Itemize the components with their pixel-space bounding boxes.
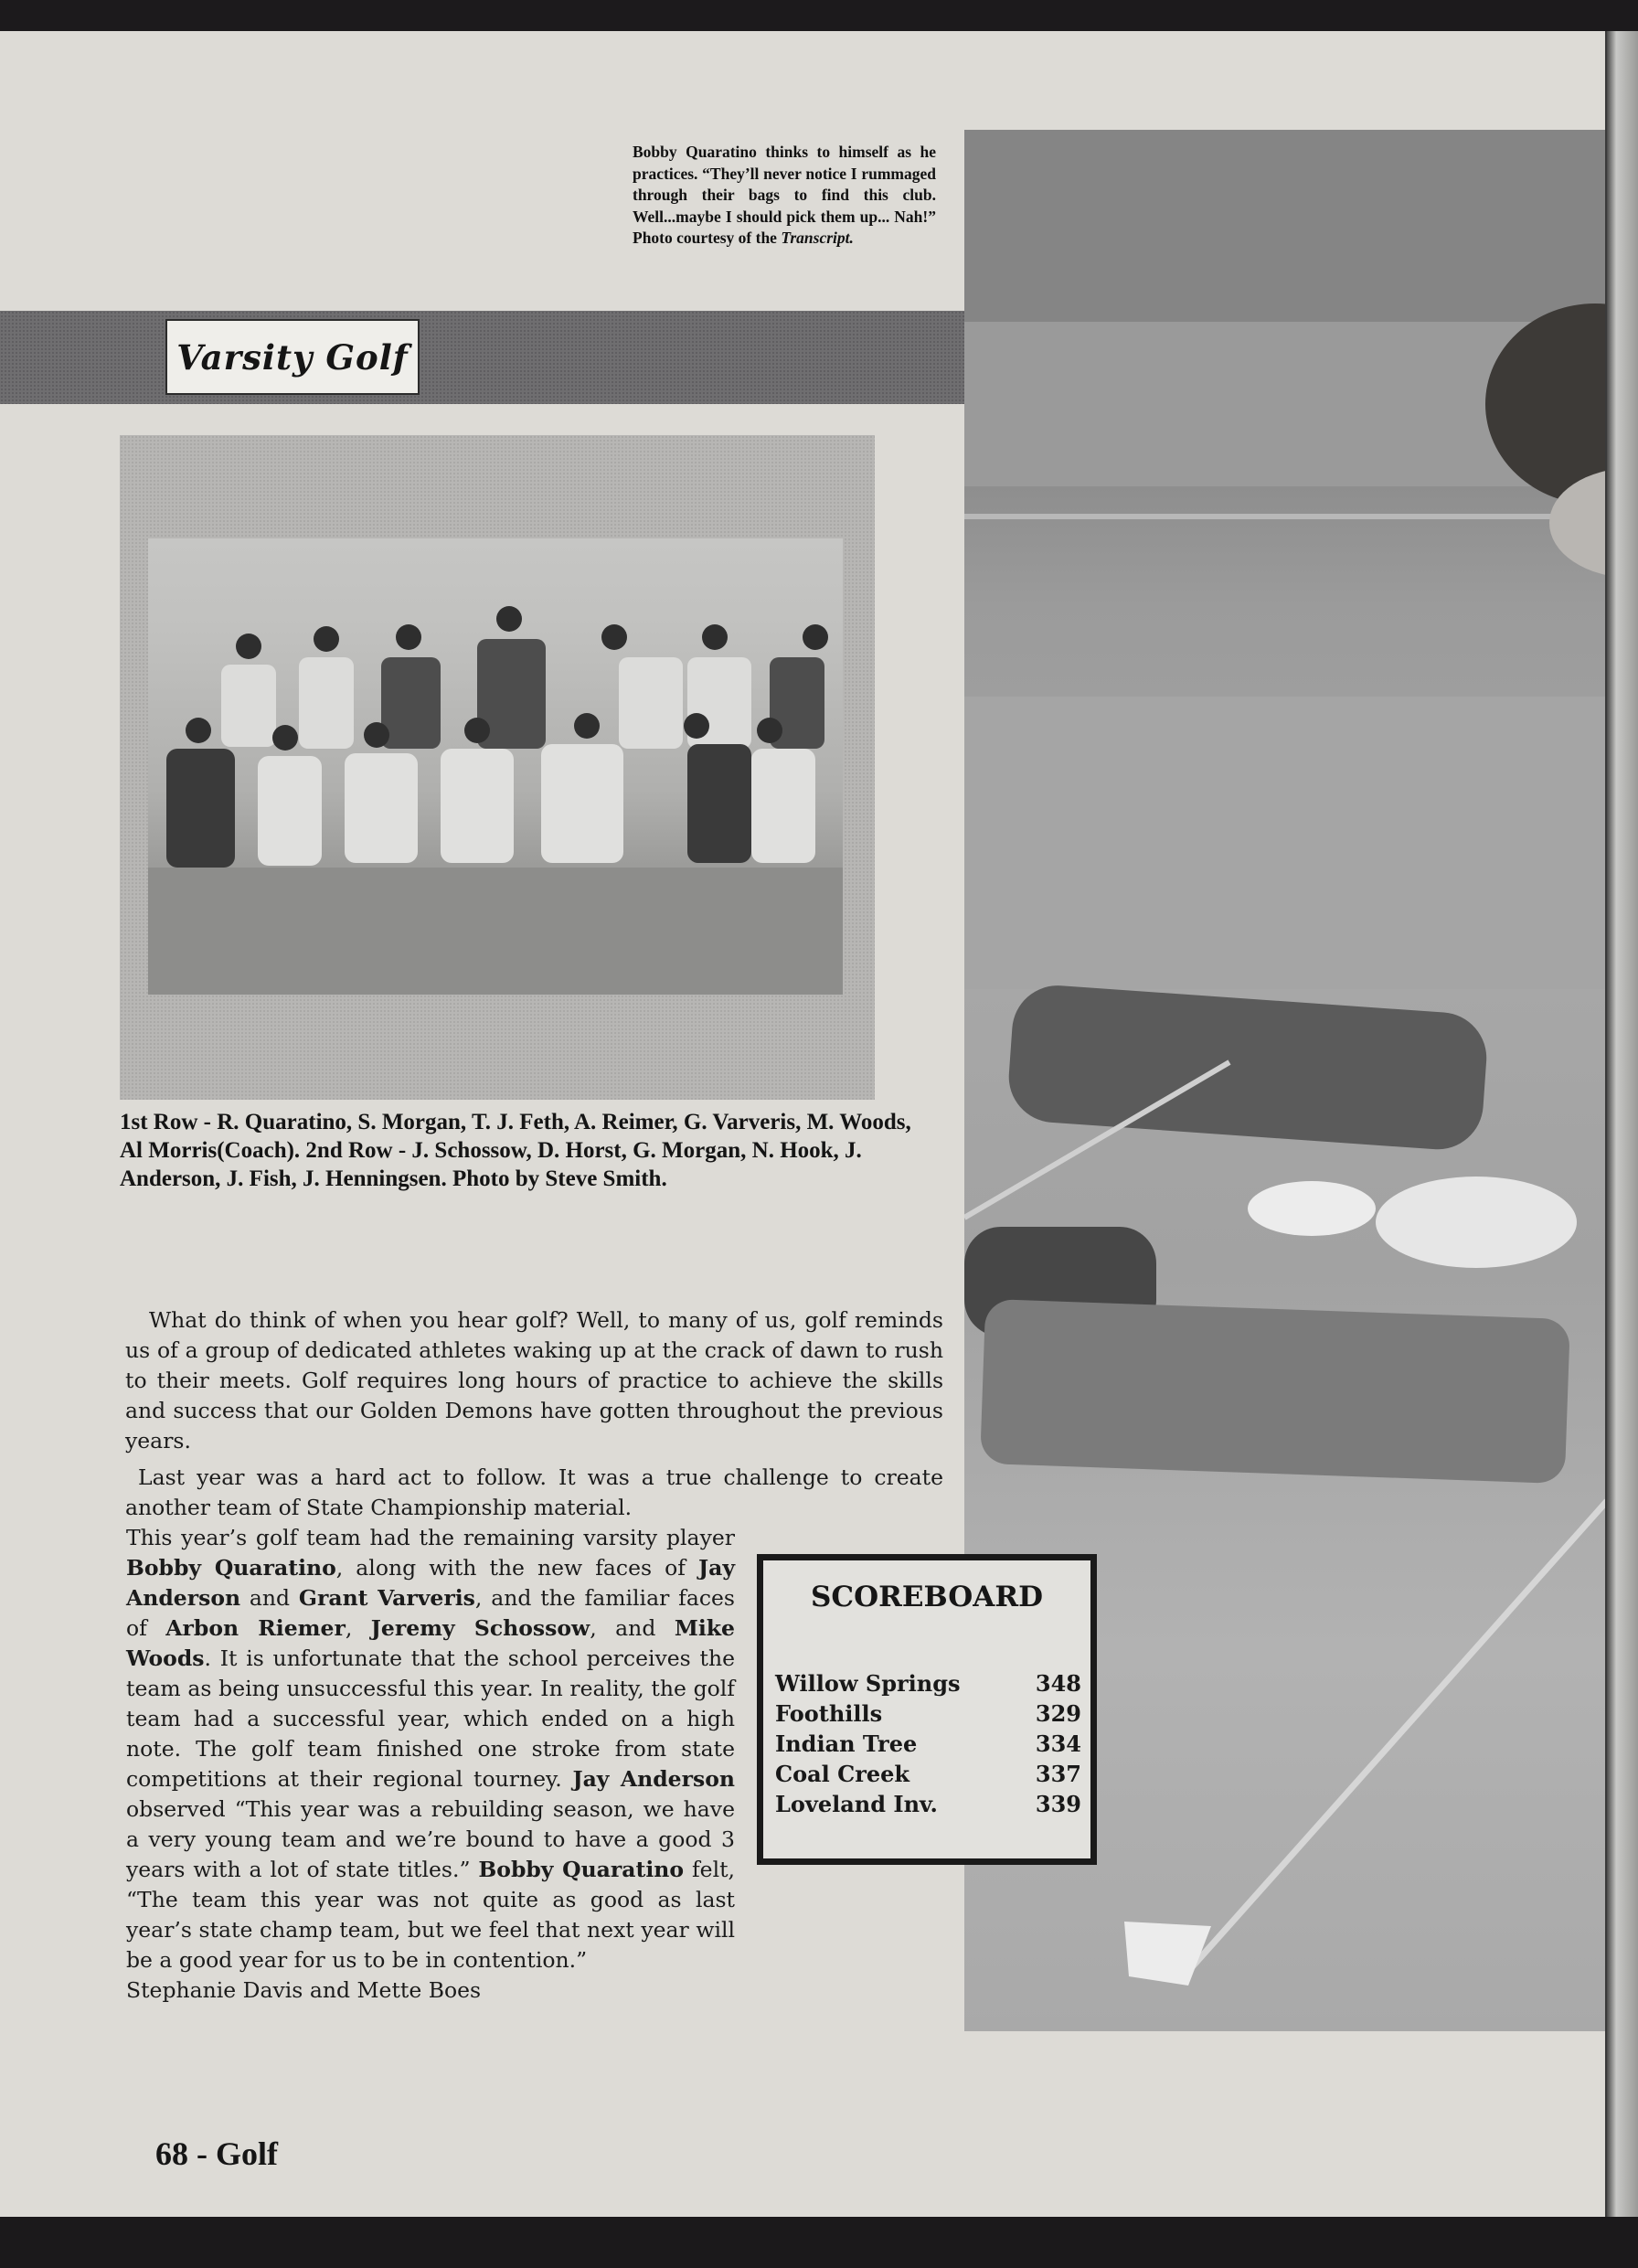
text-run: . It is unfortunate that the school perceives the team as being unsuccessful this year. In reality, the golf team had a successful year, which ended on a high note. The golf team finished one stroke from state competitions at their regional tourney. [126,1645,735,1792]
scoreboard-row [775,1789,1081,1819]
meet-score: 334 [1035,1730,1081,1757]
scan-border-right [1607,31,1638,2217]
article-byline: Stephanie Davis and Mette Boes [126,1977,482,2003]
scoreboard-rows [775,1668,1081,1819]
text-run: and [240,1585,299,1611]
text-run: , along with the new faces of [335,1555,698,1581]
scan-border-bottom [0,2217,1638,2268]
scoreboard-row [775,1668,1081,1698]
ground [148,868,843,995]
name-mike-woods: Mike Woods [126,1615,735,1671]
meet-score: 337 [1035,1761,1081,1787]
golf-club-shaft [1184,1501,1607,1976]
meet-name: Willow Springs [775,1670,961,1697]
text-run: , and the familiar faces of [126,1585,735,1641]
article-paragraph-1: What do think of when you hear golf? Well, to many of us, golf reminds us of a group of dedicated athletes waking up at the crack of dawn to rush to their meets. Golf requires long hours of practice to achieve the skills and success that our Golden Demons have gotten throughout the previous years. [125,1307,943,1453]
name-jay-anderson: Jay Anderson [572,1766,735,1792]
team-photo-figures [148,538,843,995]
section-title: Varsity Golf [176,336,409,378]
meet-name: Foothills [775,1700,883,1727]
scan-border-top [0,0,1638,31]
meet-name: Loveland Inv. [775,1791,938,1817]
scoreboard [757,1554,1097,1865]
team-photo [148,538,843,995]
golf-club-head [1124,1922,1211,1986]
name-jay-anderson: Jay Anderson [126,1555,736,1611]
meet-name: Coal Creek [775,1761,910,1787]
name-bobby-quaratino: Bobby Quaratino [478,1857,685,1882]
golf-bag-shape [1005,983,1489,1153]
top-photo-caption [633,142,936,250]
golfer-head-shape [1485,303,1607,505]
scoreboard-row [775,1729,1081,1759]
text-run: , [345,1615,371,1641]
name-arbon-riemer: Arbon Riemer [165,1615,346,1641]
text-run: felt, “The team this year was not quite as good as last year’s state champ team, but we feel that next year will be a good year for us to be in contention.” [126,1857,736,1973]
name-jeremy-schossow: Jeremy Schossow [370,1615,590,1641]
scoreboard-row [775,1698,1081,1729]
text-run: This year’s golf team had the remaining varsity player [126,1525,735,1550]
meet-score: 329 [1035,1700,1081,1727]
team-photo-caption: 1st Row - R. Quaratino, S. Morgan, T. J. Feth, A. Reimer, G. Varveris, M. Woods, Al Morris(Coach). 2nd Row - J. Schossow, D. Horst, G. Morgan, N. Hook, J. Anderson, J. Fish, J. Henningsen. Photo by Steve Smith. [120,1110,911,1191]
article-paragraph-2-lead: Last year was a hard act to follow. It was a true challenge to create another team of State Championship material. [125,1464,943,1520]
top-caption-source: Transcript. [781,229,854,247]
scoreboard-title: SCOREBOARD [811,1581,1043,1613]
section-title-box [165,319,420,395]
towel-shape [1248,1181,1376,1236]
meet-score: 339 [1035,1791,1081,1817]
cloth-shape [1376,1177,1577,1268]
name-bobby-quaratino: Bobby Quaratino [126,1555,336,1581]
scoreboard-row [775,1759,1081,1789]
golf-bag-shape [980,1299,1570,1484]
name-grant-varveris: Grant Varveris [298,1585,475,1611]
top-caption-text: Bobby Quaratino thinks to himself as he practices. “They’ll never notice I rummaged through their bags to find this club. Well...maybe I should pick them up... Nah!” Photo courtesy of the [633,143,936,247]
text-run: , and [590,1615,675,1641]
section-banner [0,311,964,404]
meet-name: Indian Tree [775,1730,918,1757]
page-folio: 68 - Golf [155,2135,278,2172]
text-run: observed “This year was a rebuilding season, we have a very young team and we’re bound to have a good 3 years with a lot of state titles.” [126,1796,735,1882]
meet-score: 348 [1035,1670,1081,1697]
article-paragraph-2-body [126,1523,735,2006]
